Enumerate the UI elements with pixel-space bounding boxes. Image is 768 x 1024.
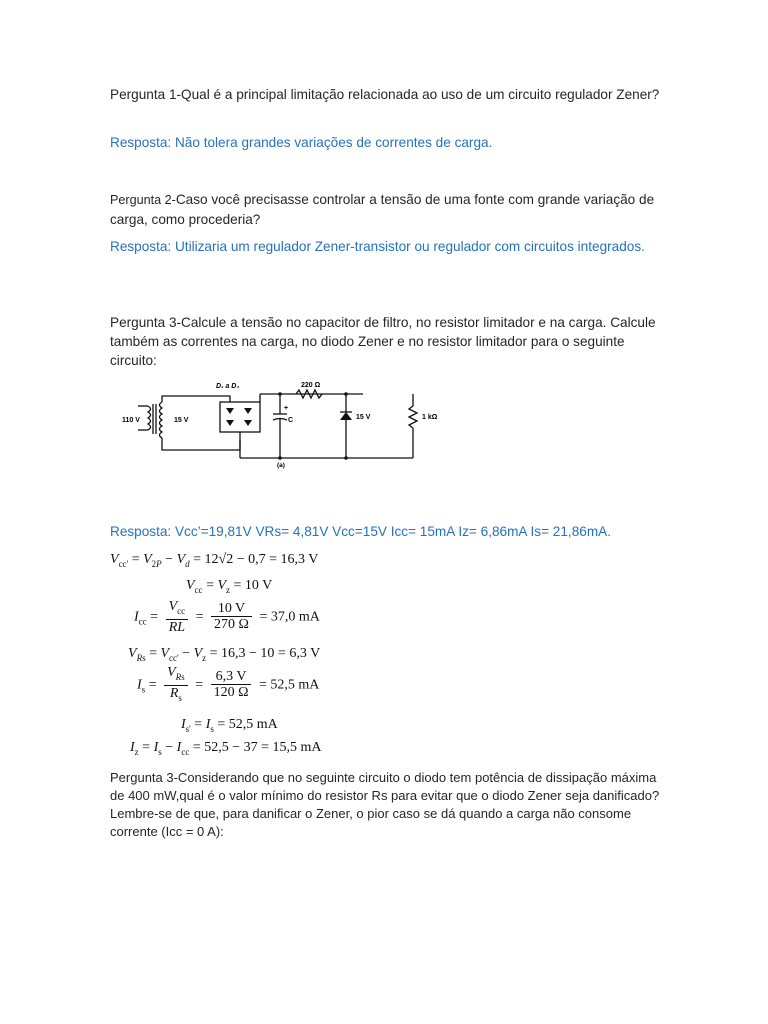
circuit-diagram: [118, 378, 458, 473]
label-110v: 110 V: [122, 417, 140, 424]
answer-3: Resposta: Vcc’=19,81V VRs= 4,81V Vcc=15V Icc= 15mA Iz= 6,86mA Is= 21,86mA.: [110, 524, 611, 539]
equation-vcc-prime: $V_{cc'} = V_{2P} - V_d = 12√2 - 0,7 = 16,3$ V: [110, 552, 319, 569]
label-plus: +: [284, 405, 289, 412]
label-15v-secondary: 15 V: [174, 417, 189, 424]
equation-vrs: $V_{Rs} = V_{cc'} - V_z = 16,3 - 10 = 6,3$ V: [128, 646, 321, 663]
transformer-primary: [148, 406, 151, 430]
question-3: Pergunta 3-Calcule a tensão no capacitor de filtro, no resistor limitador e na carga. Calcule também as correntes na carga, no diodo Zener e no resistor limitador para o seguinte circuito:: [110, 315, 656, 368]
question-4: Pergunta 3-Considerando que no seguinte circuito o diodo tem potência de dissipação máxima de 400 mW,qual é o valor mínimo do resistor Rs para evitar que o diodo Zener seja danificado? Lembre-se de que, para danificar o Zener, o pior caso se dá quando a carga não consome corrente (Icc = 0 A):: [110, 770, 660, 839]
question-2-text: Caso você precisasse controlar a tensão de uma fonte com grande variação de carga, como procederia?: [110, 192, 655, 227]
answer-1: Resposta: Não tolera grandes variações de correntes de carga.: [110, 135, 493, 150]
question-1: Pergunta 1-Qual é a principal limitação relacionada ao uso de um circuito regulador Zener?: [110, 87, 660, 102]
transformer-secondary: [160, 402, 163, 438]
label-zener: 15 V: [356, 414, 371, 421]
question-2-prefix: Pergunta 2-: [110, 193, 176, 207]
label-220-ohm: 220 Ω: [301, 382, 321, 389]
answer-2: Resposta: Utilizaria um regulador Zener-transistor ou regulador com circuitos integrados.: [110, 239, 645, 254]
diode-bridge: [220, 402, 260, 432]
equation-is-prime: $I_{s'} = I_s = 52,5$ mA: [181, 717, 278, 734]
load-resistor: [409, 406, 417, 428]
equation-iz: $I_z = I_s - I_{cc} = 52,5 - 37 = 15,5$ mA: [130, 740, 322, 757]
label-load: 1 kΩ: [422, 414, 438, 421]
label-diodes: D₁ a D₄: [216, 383, 240, 390]
equation-is: $I_s$ = $\frac{V_{Rs}}{R_s}$ = $\frac{6,3 V}{120 \Omega}$ = 52,5 mA: [137, 665, 320, 703]
equation-icc: $I_{cc}$ = $\frac{V_{cc}}{RL}$ = $\frac{10 V}{270 \Omega}$ = 37,0 mA: [134, 599, 320, 635]
question-2: [110, 190, 670, 229]
label-capacitor: C: [288, 417, 294, 424]
equation-vcc: $V_{cc} = V_z = 10$ V: [186, 578, 273, 595]
figure-caption: (a): [277, 462, 285, 469]
